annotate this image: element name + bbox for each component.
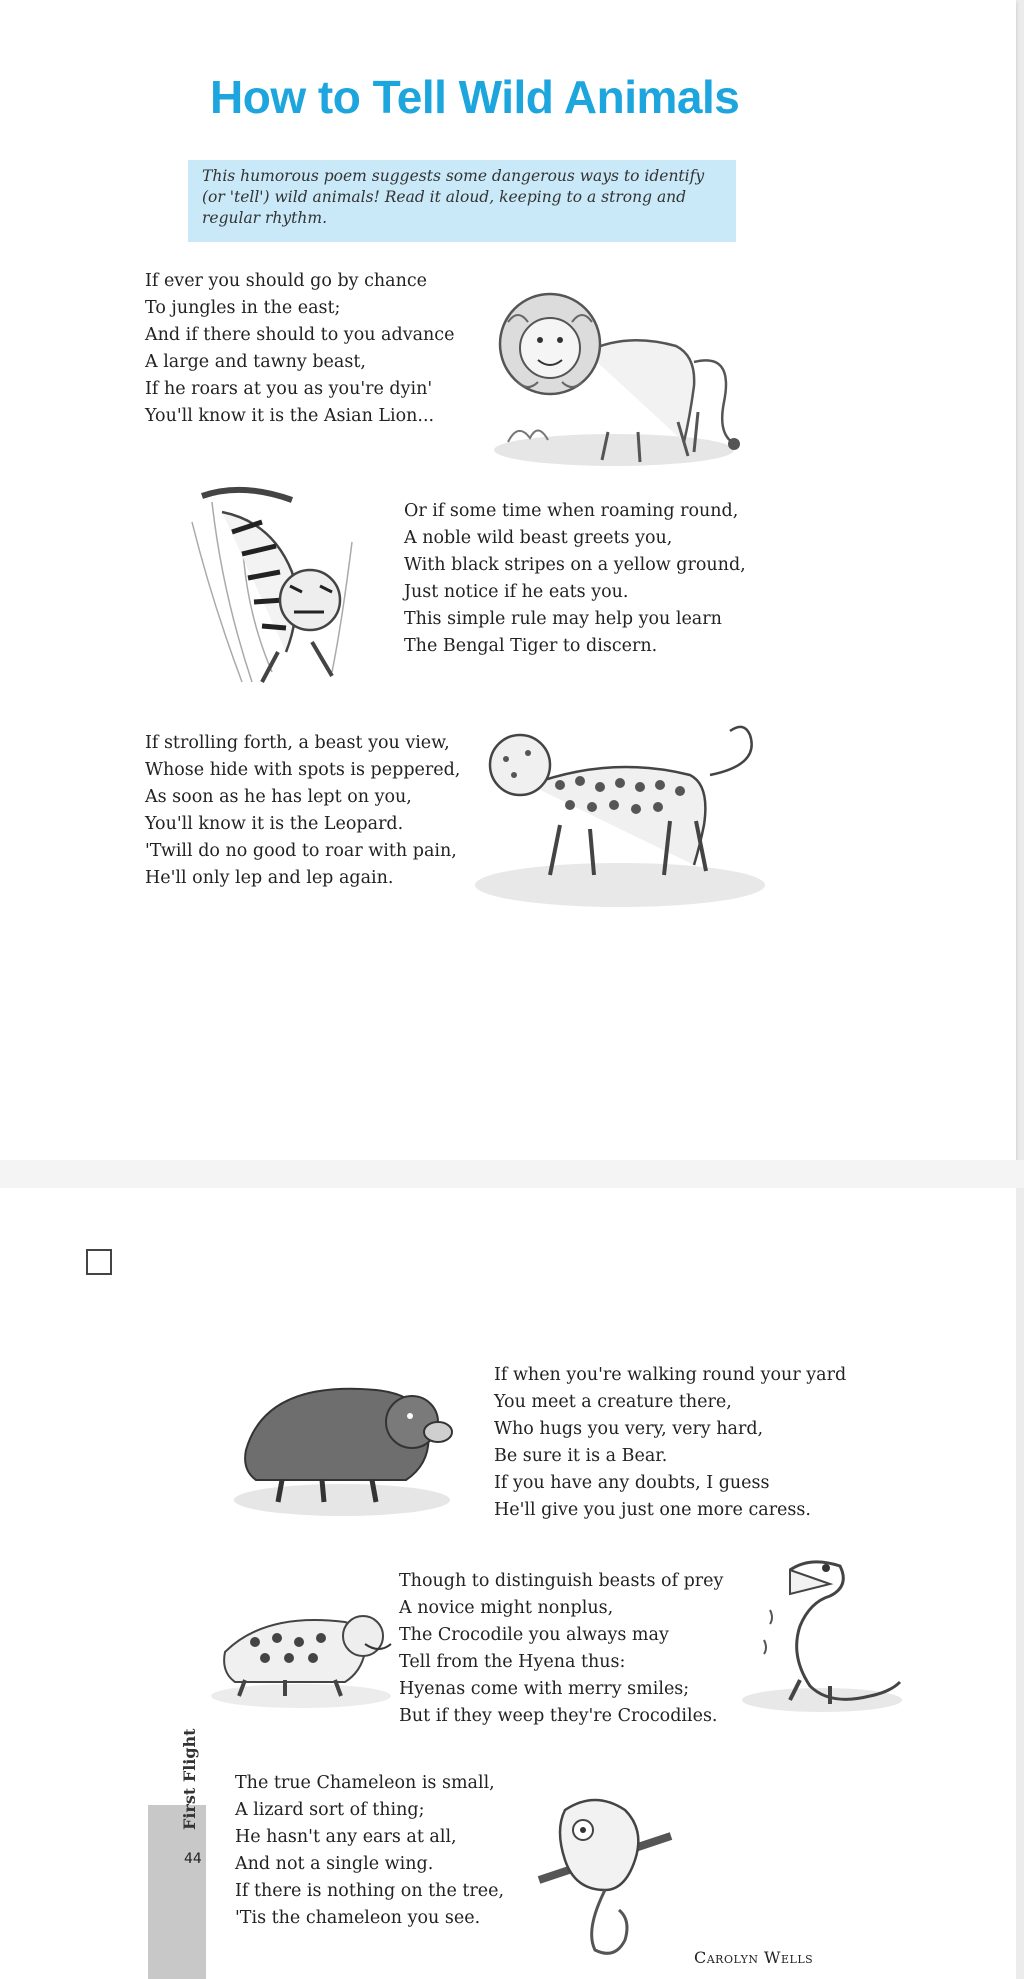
poem-line: As soon as he has lept on you,: [145, 787, 412, 807]
poem-line: Just notice if he eats you.: [404, 582, 629, 602]
stanza-bear: [494, 1362, 846, 1524]
poem-line: Who hugs you very, very hard,: [494, 1419, 764, 1439]
poem-line: You'll know it is the Leopard.: [145, 814, 404, 834]
tiger-illustration: [182, 482, 378, 692]
book-title-margin: First Flight: [180, 1728, 199, 1830]
poem-line: The true Chameleon is small,: [235, 1773, 495, 1793]
poem-line: He hasn't any ears at all,: [235, 1827, 457, 1847]
poem-line: With black stripes on a yellow ground,: [404, 555, 746, 575]
poem-line: If ever you should go by chance: [145, 271, 428, 291]
poem-title: How to Tell Wild Animals: [210, 71, 740, 123]
poem-line: If there is nothing on the tree,: [235, 1881, 505, 1901]
poem-line: If strolling forth, a beast you view,: [145, 733, 450, 753]
stanza-leopard: [145, 730, 460, 892]
leopard-illustration: [470, 725, 766, 915]
poem-line: 'Tis the chameleon you see.: [235, 1908, 481, 1928]
page-tab: [148, 1805, 206, 1979]
poem-line: 'Twill do no good to roar with pain,: [145, 841, 457, 861]
poem-line: If you have any doubts, I guess: [494, 1473, 770, 1493]
poem-line: A noble wild beast greets you,: [404, 528, 673, 548]
poem-line: But if they weep they're Crocodiles.: [399, 1706, 718, 1726]
lion-illustration: [488, 282, 740, 472]
poem-line: Or if some time when roaming round,: [404, 501, 739, 521]
poem-line: If he roars at you as you're dyin': [145, 379, 433, 399]
crocodile-illustration: [730, 1550, 914, 1720]
poem-line: A lizard sort of thing;: [235, 1800, 425, 1820]
page-gap: [0, 1160, 1024, 1188]
stanza-lion: [145, 268, 454, 430]
poem-line: Whose hide with spots is peppered,: [145, 760, 461, 780]
poem-line: Hyenas come with merry smiles;: [399, 1679, 690, 1699]
poem-line: Though to distinguish beasts of prey: [399, 1571, 724, 1591]
page-number: 44: [184, 1851, 202, 1867]
page-select-checkbox[interactable]: [86, 1249, 112, 1275]
poem-line: He'll give you just one more caress.: [494, 1500, 811, 1520]
hyena-illustration: [205, 1592, 397, 1712]
poem-line: You meet a creature there,: [494, 1392, 732, 1412]
poem-line: This simple rule may help you learn: [404, 609, 722, 629]
chameleon-illustration: [535, 1790, 675, 1960]
poem-line: And not a single wing.: [235, 1854, 434, 1874]
author-name: Carolyn Wells: [694, 1948, 814, 1967]
poem-line: Tell from the Hyena thus:: [399, 1652, 626, 1672]
poem-line: A novice might nonplus,: [399, 1598, 614, 1618]
intro-box: This humorous poem suggests some dangerous ways to identify (or 'tell') wild animals! Read it aloud, keeping to a strong and regular rhythm.: [188, 160, 736, 242]
bear-illustration: [232, 1360, 462, 1520]
poem-line: The Crocodile you always may: [399, 1625, 669, 1645]
stanza-crocodile: [399, 1568, 723, 1730]
poem-line: If when you're walking round your yard: [494, 1365, 847, 1385]
poem-line: You'll know it is the Asian Lion...: [145, 406, 435, 426]
poem-line: The Bengal Tiger to discern.: [404, 636, 658, 656]
poem-line: To jungles in the east;: [145, 298, 341, 318]
poem-line: Be sure it is a Bear.: [494, 1446, 668, 1466]
stanza-chameleon: [235, 1770, 504, 1932]
poem-line: He'll only lep and lep again.: [145, 868, 394, 888]
stanza-tiger: [404, 498, 746, 660]
poem-line: And if there should to you advance: [145, 325, 455, 345]
poem-line: A large and tawny beast,: [145, 352, 366, 372]
viewer-edge: [1016, 0, 1024, 1979]
